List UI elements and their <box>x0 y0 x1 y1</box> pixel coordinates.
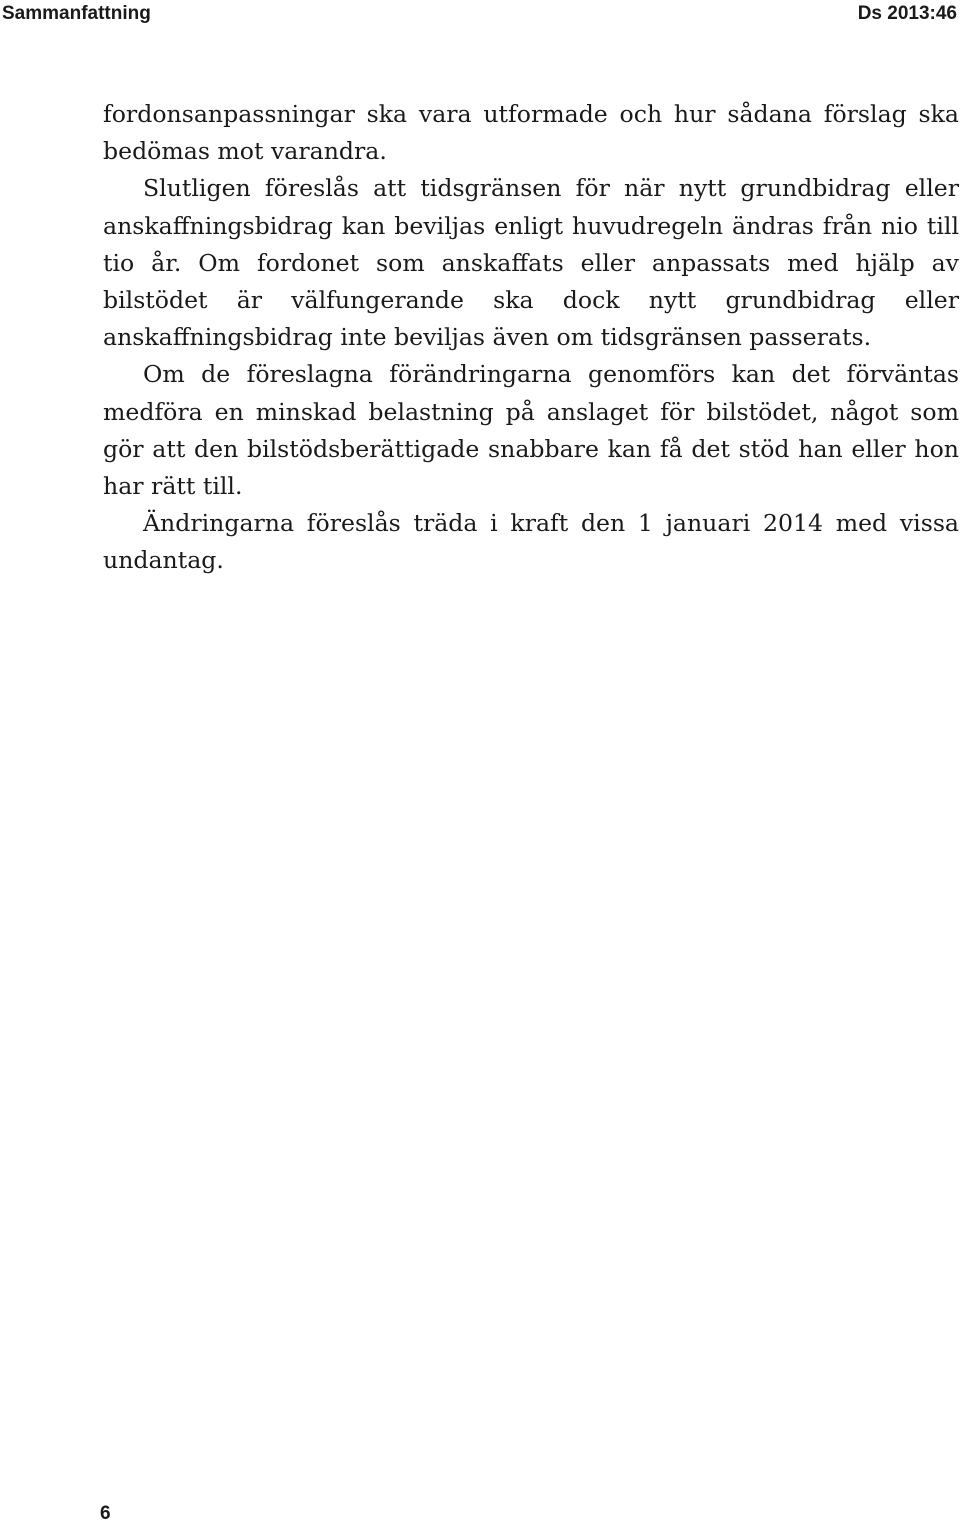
document-number: Ds 2013:46 <box>857 3 957 24</box>
page-number: 6 <box>100 1503 111 1524</box>
section-title: Sammanfattning <box>2 3 151 24</box>
paragraph: Ändringarna föreslås träda i kraft den 1 januari 2014 med vissa undantag. <box>103 509 959 575</box>
body-text <box>103 96 959 580</box>
paragraph: fordonsanpassningar ska vara utformade och hur sådana förslag ska bedömas mot varandra. <box>103 100 959 166</box>
paragraph: Om de föreslagna förändringarna genomförs kan det förväntas medföra en minskad belastning på anslaget för bilstödet, något som gör att den bilstödsberättigade snabbare kan få det stöd han eller hon har rätt till. <box>103 360 959 501</box>
paragraph: Slutligen föreslås att tidsgränsen för när nytt grundbidrag eller anskaffningsbidrag kan beviljas enligt huvudregeln ändras från nio till tio år. Om fordonet som anskaffats eller anpassats med hjälp av bilstödet är välfungerande ska dock nytt grundbidrag eller anskaffningsbidrag inte beviljas även om tidsgränsen passerats. <box>103 174 959 352</box>
running-header <box>0 0 960 30</box>
